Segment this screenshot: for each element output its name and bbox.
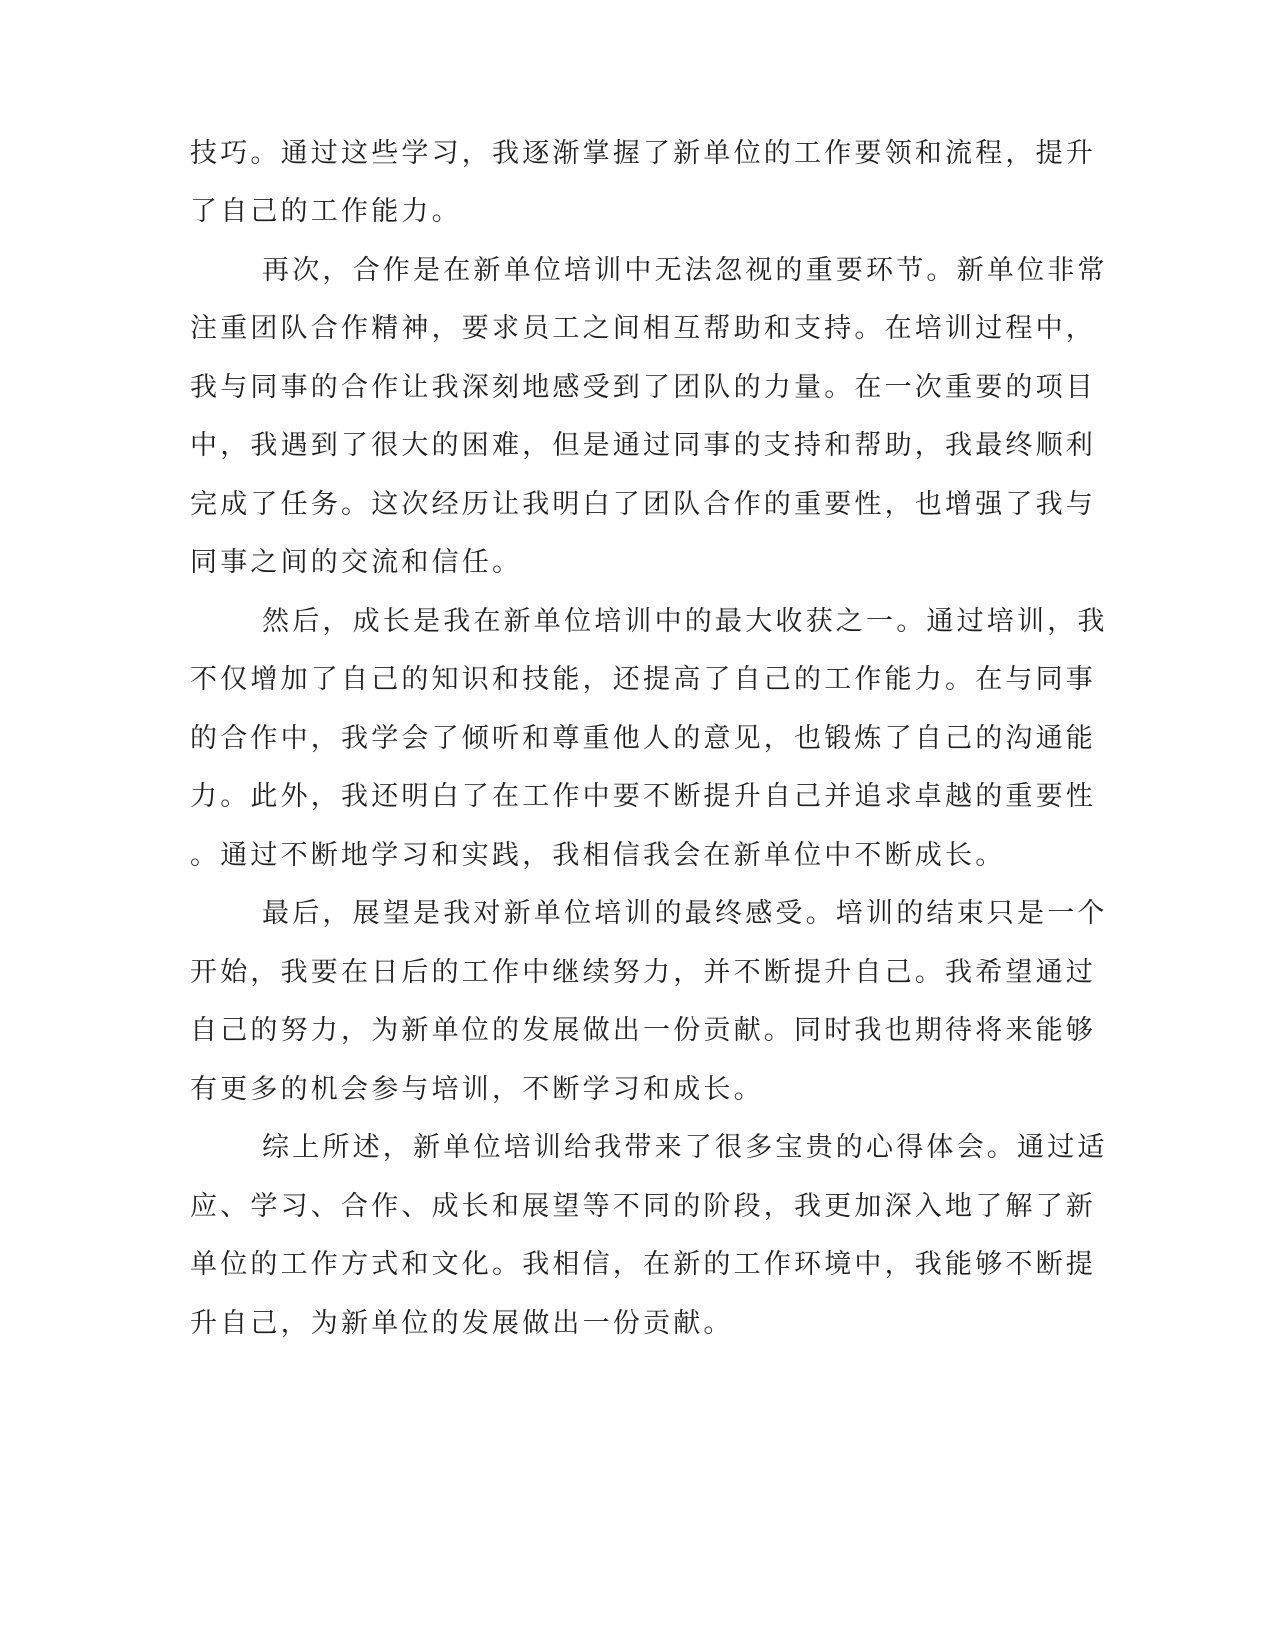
- text-line: 同事之间的交流和信任。: [190, 547, 523, 578]
- text-line: 单位的工作方式和文化。我相信，在新的工作环境中，我能够不断提: [190, 1249, 1096, 1280]
- text-line: 技巧。通过这些学习，我逐渐掌握了新单位的工作要领和流程，提升: [190, 138, 1096, 169]
- text-line: 了自己的工作能力。: [190, 196, 462, 227]
- text-line: 的合作中，我学会了倾听和尊重他人的意见，也锻炼了自己的沟通能: [190, 723, 1096, 754]
- paragraph-start-line: 综上所述，新单位培训给我带来了很多宝贵的心得体会。通过适: [262, 1132, 1108, 1163]
- text-line: 完成了任务。这次经历让我明白了团队合作的重要性，也增强了我与: [190, 489, 1096, 520]
- paragraph-start-line: 再次，合作是在新单位培训中无法忽视的重要环节。新单位非常: [262, 255, 1108, 286]
- text-line: 力。此外，我还明白了在工作中要不断提升自己并追求卓越的重要性: [190, 781, 1096, 812]
- text-line: 我与同事的合作让我深刻地感受到了团队的力量。在一次重要的项目: [190, 372, 1096, 403]
- text-line: 自己的努力，为新单位的发展做出一份贡献。同时我也期待将来能够: [190, 1015, 1096, 1046]
- text-line: 有更多的机会参与培训，不断学习和成长。: [190, 1074, 764, 1105]
- text-line: 升自己，为新单位的发展做出一份贡献。: [190, 1308, 734, 1339]
- text-line: 。通过不断地学习和实践，我相信我会在新单位中不断成长。: [190, 840, 1006, 871]
- text-line: 注重团队合作精神，要求员工之间相互帮助和支持。在培训过程中，: [190, 313, 1096, 344]
- text-line: 中，我遇到了很大的困难，但是通过同事的支持和帮助，我最终顺利: [190, 430, 1096, 461]
- text-line: 不仅增加了自己的知识和技能，还提高了自己的工作能力。在与同事: [190, 664, 1096, 695]
- paragraph-start-line: 然后，成长是我在新单位培训中的最大收获之一。通过培训，我: [262, 606, 1108, 637]
- text-line: 开始，我要在日后的工作中继续努力，并不断提升自己。我希望通过: [190, 957, 1096, 988]
- text-line: 应、学习、合作、成长和展望等不同的阶段，我更加深入地了解了新: [190, 1191, 1096, 1222]
- paragraph-start-line: 最后，展望是我对新单位培训的最终感受。培训的结束只是一个: [262, 898, 1108, 929]
